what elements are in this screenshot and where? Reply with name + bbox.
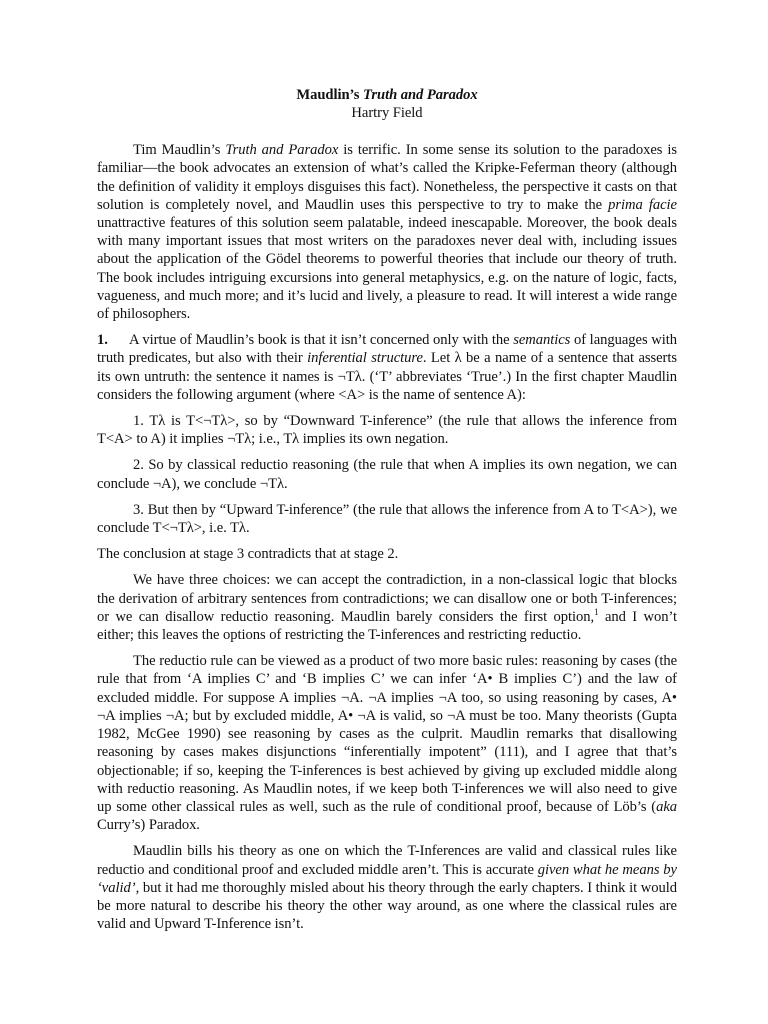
- argument-step-1: 1. Tλ is T<¬Tλ>, so by “Downward T-inference” (the rule that allows the inference from T<A> to A) it implies ¬Tλ; i.e., Tλ implies its own negation.: [97, 413, 677, 448]
- argument-step-3: 3. But then by “Upward T-inference” (the rule that allows the inference from A to T<A>), we conclude T<¬Tλ>, i.e. Tλ.: [97, 501, 677, 537]
- footnote-marker: 1: [594, 607, 599, 618]
- intro-paragraph: Tim Maudlin’s Truth and Paradox is terrific. In some sense its solution to the paradoxes is familiar—the book advocates an extension of what’s called the Kripke-Feferman theory (although the definition of validity it employs disguises this fact). Nonetheless, the perspective it casts on that solution is completely novel, and Maudlin uses this perspective to try to make the prima facie unattractive features of this solution seem palatable, indeed inescapable. Moreover, the book deals with many important issues that most writers on the paradoxes never deal with, including issues about the application of the Gödel theorems to powerful theories that include our theory of truth. The book includes intriguing excursions into general metaphysics, e.g. on the nature of logic, facts, vagueness, and much more; and it’s lucid and lively, a pleasure to read. It will interest a wide range of philosophers.: [97, 142, 677, 323]
- paper-title: Maudlin’s Truth and Paradox: [296, 87, 478, 103]
- section-1-paragraph: 1. A virtue of Maudlin’s book is that it isn’t concerned only with the semantics of languages with truth predicates, but also with their inferential structure. Let λ be a name of a sentence that asserts its own untruth: the sentence it names is ¬Tλ. (‘T’ abbreviates ‘True’.) In the first chapter Maudlin considers the following argument (where <A> is the name of sentence A):: [97, 332, 677, 403]
- document-page: [97, 86, 677, 941]
- section-number: 1.: [97, 332, 108, 349]
- maudlin-theory-paragraph: Maudlin bills his theory as one on which the T-Inferences are valid and classical rules like reductio and conditional proof and excluded middle aren’t. This is accurate given what he means by ‘valid’, but it had me thoroughly misled about his theory through the early chapters. I think it would be more natural to describe his theory the other way around, as one where the classical rules are valid and Upward T-Inference isn’t.: [97, 843, 677, 933]
- author-name: Hartry Field: [351, 105, 423, 121]
- reductio-paragraph: The reductio rule can be viewed as a product of two more basic rules: reasoning by cases (the rule that from ‘A implies C’ and ‘B implies C’ we can infer ‘A• B implies C’) and the law of excluded middle. For suppose A implies ¬A. ¬A implies ¬A too, so using reasoning by cases, A• ¬A implies ¬A; but by excluded middle, A• ¬A is valid, so ¬A must be too. Many theorists (Gupta 1982, McGee 1990) see reasoning by cases as the culprit. Maudlin remarks that disallowing reasoning by cases makes disjunctions “inferentially impotent” (111), and I agree that that’s objectionable; if so, keeping the T-inferences is best achieved by giving up excluded middle along with reductio reasoning. As Maudlin notes, if we keep both T-inferences we will also need to give up some other classical rules as well, such as the rule of conditional proof, because of Löb’s (aka Curry’s) Paradox.: [97, 653, 677, 834]
- conclusion-sentence: The conclusion at stage 3 contradicts that at stage 2.: [97, 546, 399, 563]
- choices-paragraph: We have three choices: we can accept the contradiction, in a non-classical logic that blocks the derivation of arbitrary sentences from contradictions; we can disallow one or both T-inferences; or we can disallow reductio reasoning. Maudlin barely considers the first option,$^1$ and I won’t either; this leaves the options of restricting the T-inferences and restricting reductio.: [97, 572, 677, 644]
- argument-step-2: 2. So by classical reductio reasoning (the rule that when A implies its own negation, we can conclude ¬A), we conclude ¬Tλ.: [97, 457, 677, 492]
